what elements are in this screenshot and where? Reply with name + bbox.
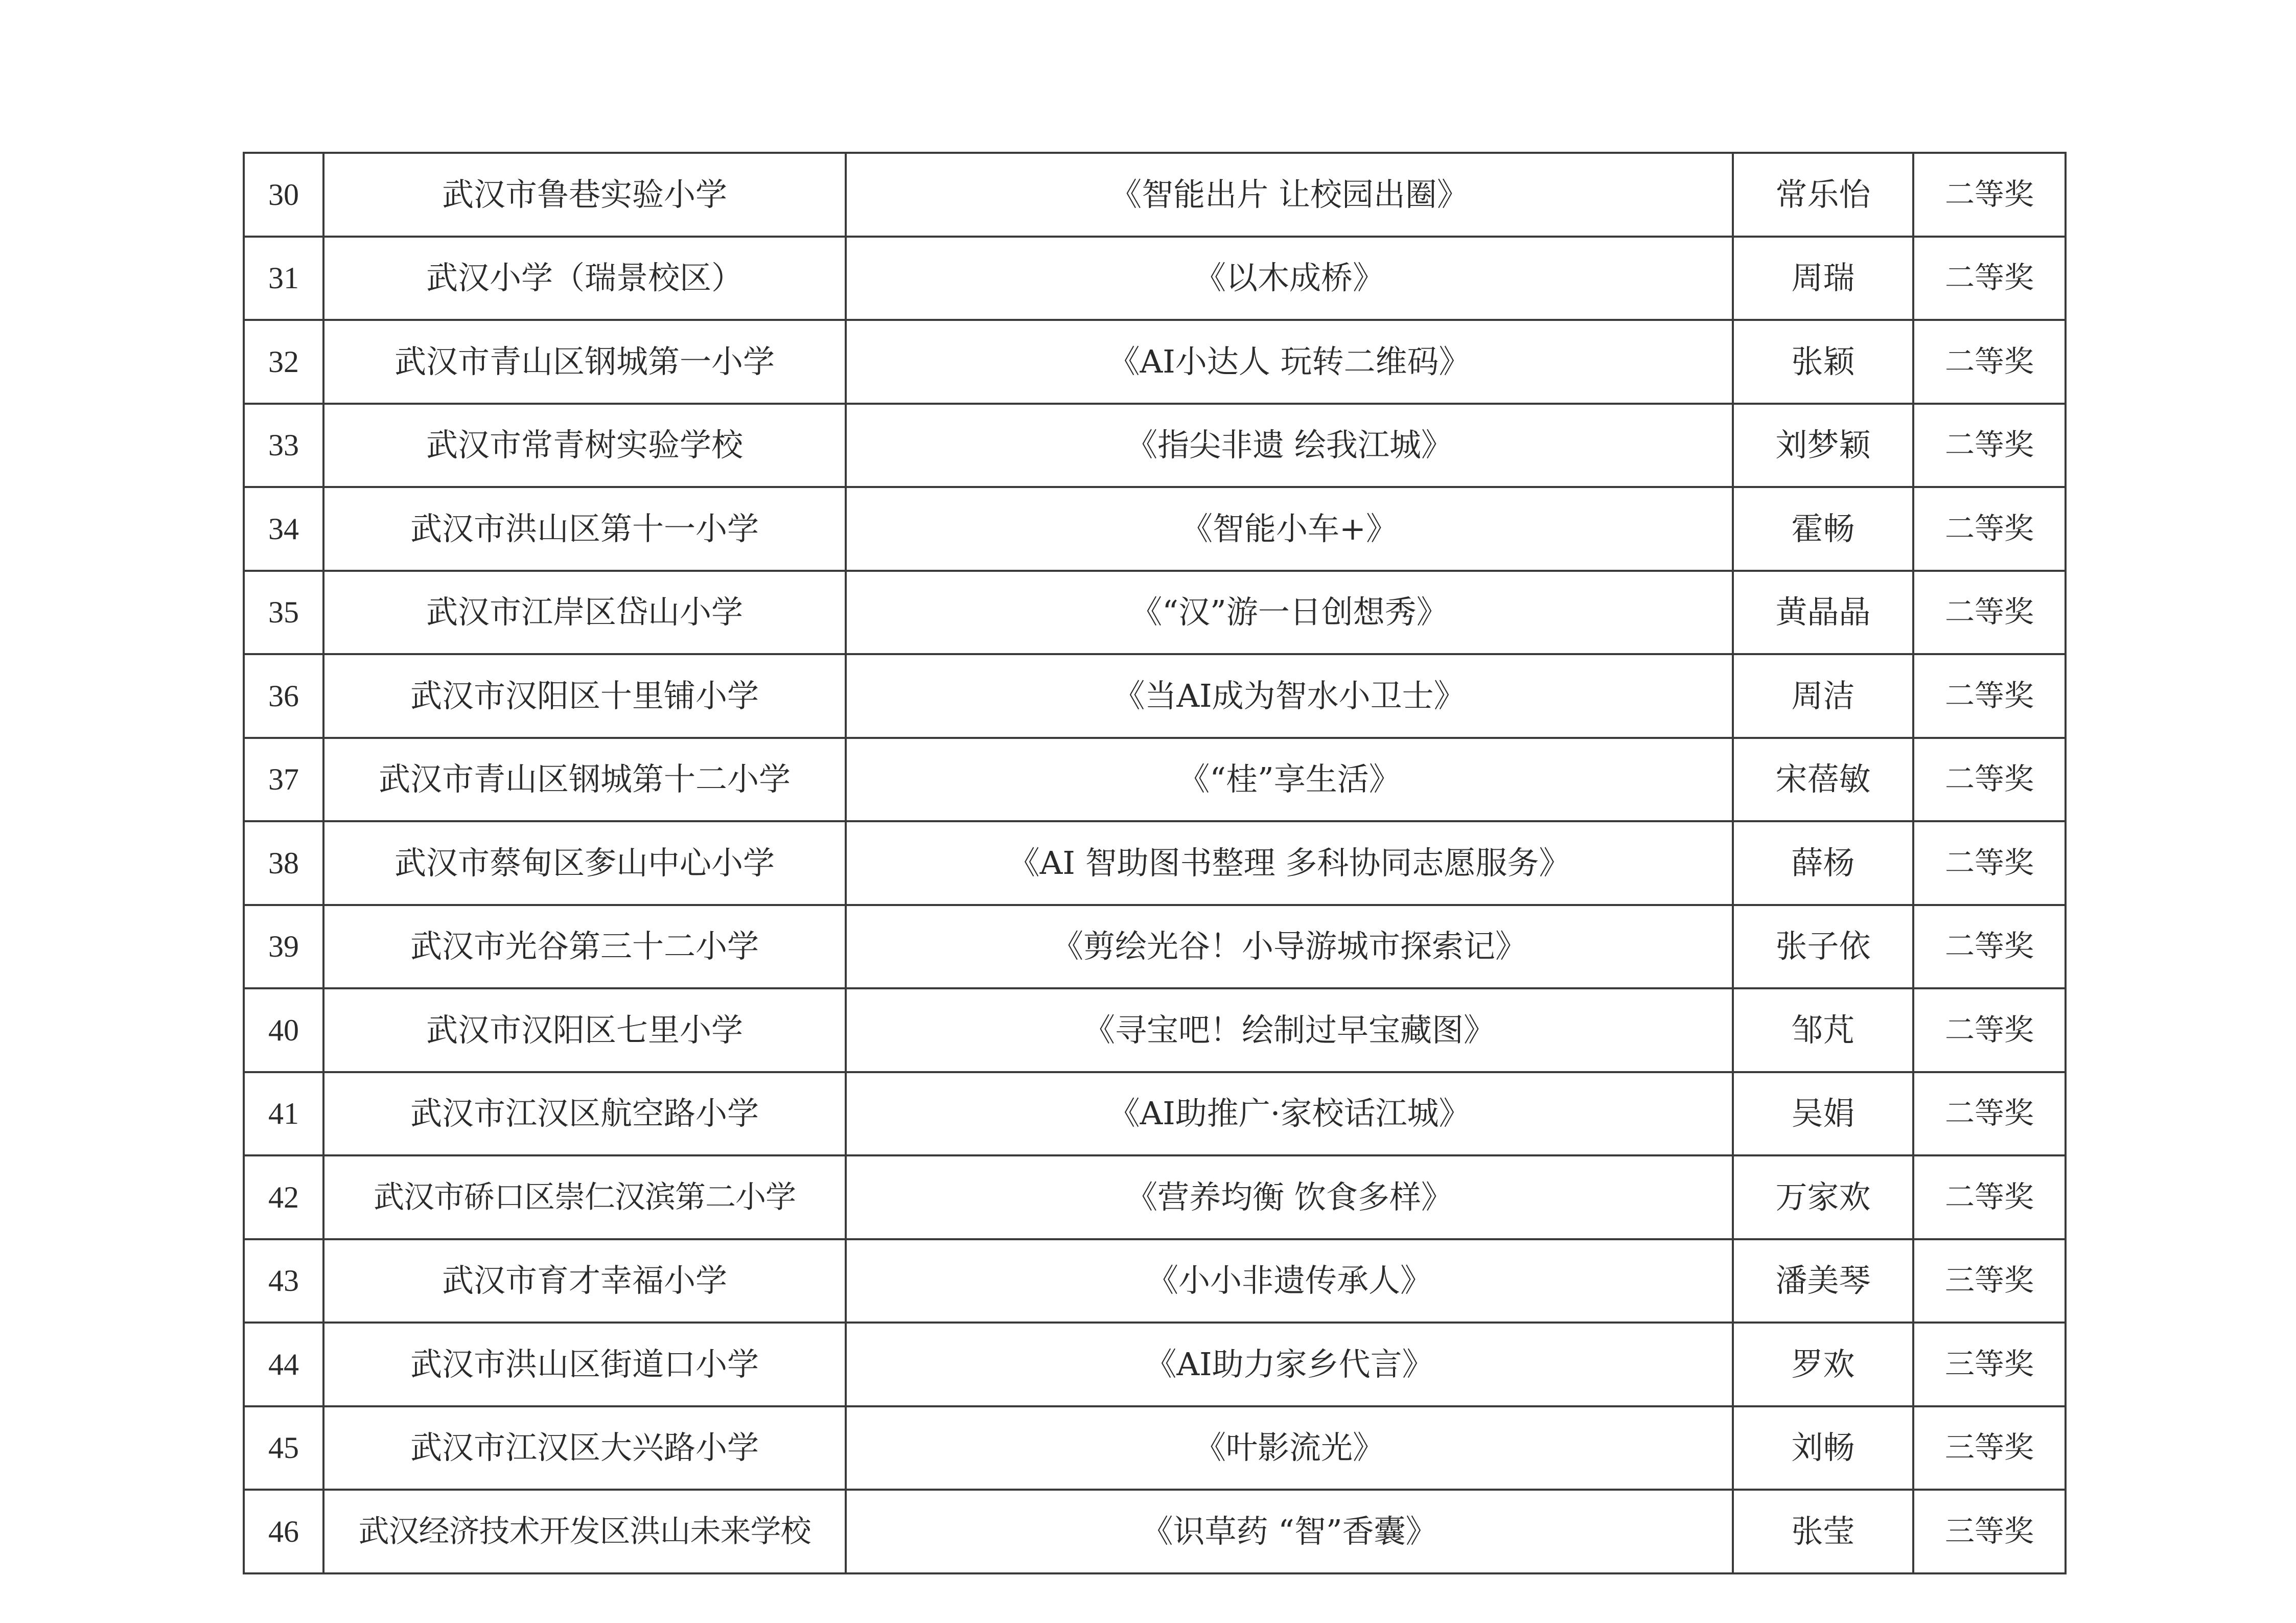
work-title: 《“桂”享生活》 (846, 738, 1733, 822)
work-title: 《寻宝吧！绘制过早宝藏图》 (846, 988, 1733, 1072)
row-number: 38 (244, 821, 323, 905)
school-name: 武汉市江岸区岱山小学 (323, 571, 846, 655)
award-level: 二等奖 (1913, 237, 2066, 320)
row-number: 37 (244, 738, 323, 822)
award-level: 二等奖 (1913, 571, 2066, 655)
teacher-name: 薛杨 (1733, 821, 1913, 905)
work-title: 《AI助力家乡代言》 (846, 1323, 1733, 1406)
row-number: 30 (244, 153, 323, 237)
table-row (244, 487, 2066, 571)
row-number: 43 (244, 1239, 323, 1323)
teacher-name: 万家欢 (1733, 1155, 1913, 1239)
school-name: 武汉经济技术开发区洪山未来学校 (323, 1490, 846, 1573)
teacher-name: 霍畅 (1733, 487, 1913, 571)
award-level: 二等奖 (1913, 153, 2066, 237)
school-name: 武汉小学（瑞景校区） (323, 237, 846, 320)
table-row (244, 821, 2066, 905)
row-number: 34 (244, 487, 323, 571)
school-name: 武汉市汉阳区十里铺小学 (323, 654, 846, 738)
award-level: 三等奖 (1913, 1323, 2066, 1406)
teacher-name: 黄晶晶 (1733, 571, 1913, 655)
table-row (244, 153, 2066, 237)
teacher-name: 张颖 (1733, 320, 1913, 404)
teacher-name: 罗欢 (1733, 1323, 1913, 1406)
school-name: 武汉市常青树实验学校 (323, 404, 846, 488)
teacher-name: 吴娟 (1733, 1072, 1913, 1156)
school-name: 武汉市蔡甸区奓山中心小学 (323, 821, 846, 905)
teacher-name: 宋蓓敏 (1733, 738, 1913, 822)
school-name: 武汉市青山区钢城第一小学 (323, 320, 846, 404)
row-number: 31 (244, 237, 323, 320)
teacher-name: 张子依 (1733, 905, 1913, 989)
award-level: 二等奖 (1913, 320, 2066, 404)
work-title: 《AI助推广·家校话江城》 (846, 1072, 1733, 1156)
row-number: 32 (244, 320, 323, 404)
row-number: 39 (244, 905, 323, 989)
table-row (244, 1323, 2066, 1406)
work-title: 《“汉”游一日创想秀》 (846, 571, 1733, 655)
row-number: 33 (244, 404, 323, 488)
award-level: 二等奖 (1913, 821, 2066, 905)
table-row (244, 905, 2066, 989)
award-level: 二等奖 (1913, 738, 2066, 822)
school-name: 武汉市江汉区航空路小学 (323, 1072, 846, 1156)
award-level: 二等奖 (1913, 988, 2066, 1072)
work-title: 《指尖非遗 绘我江城》 (846, 404, 1733, 488)
row-number: 45 (244, 1406, 323, 1490)
school-name: 武汉市洪山区第十一小学 (323, 487, 846, 571)
work-title: 《AI小达人 玩转二维码》 (846, 320, 1733, 404)
award-level: 二等奖 (1913, 1155, 2066, 1239)
teacher-name: 刘畅 (1733, 1406, 1913, 1490)
school-name: 武汉市硚口区崇仁汉滨第二小学 (323, 1155, 846, 1239)
school-name: 武汉市洪山区街道口小学 (323, 1323, 846, 1406)
table-row (244, 320, 2066, 404)
teacher-name: 周洁 (1733, 654, 1913, 738)
award-level: 二等奖 (1913, 487, 2066, 571)
award-level: 二等奖 (1913, 1072, 2066, 1156)
award-level: 二等奖 (1913, 404, 2066, 488)
teacher-name: 邹芃 (1733, 988, 1913, 1072)
work-title: 《叶影流光》 (846, 1406, 1733, 1490)
school-name: 武汉市青山区钢城第十二小学 (323, 738, 846, 822)
table-row (244, 988, 2066, 1072)
row-number: 42 (244, 1155, 323, 1239)
award-table (243, 152, 2067, 1574)
work-title: 《当AI成为智水小卫士》 (846, 654, 1733, 738)
row-number: 36 (244, 654, 323, 738)
table-row (244, 738, 2066, 822)
work-title: 《营养均衡 饮食多样》 (846, 1155, 1733, 1239)
teacher-name: 潘美琴 (1733, 1239, 1913, 1323)
table-row (244, 654, 2066, 738)
school-name: 武汉市鲁巷实验小学 (323, 153, 846, 237)
teacher-name: 周瑞 (1733, 237, 1913, 320)
work-title: 《AI 智助图书整理 多科协同志愿服务》 (846, 821, 1733, 905)
school-name: 武汉市光谷第三十二小学 (323, 905, 846, 989)
row-number: 46 (244, 1490, 323, 1573)
school-name: 武汉市江汉区大兴路小学 (323, 1406, 846, 1490)
award-level: 三等奖 (1913, 1490, 2066, 1573)
teacher-name: 刘梦颖 (1733, 404, 1913, 488)
work-title: 《智能出片 让校园出圈》 (846, 153, 1733, 237)
table-row (244, 1155, 2066, 1239)
work-title: 《小小非遗传承人》 (846, 1239, 1733, 1323)
award-level: 三等奖 (1913, 1406, 2066, 1490)
table-row (244, 1406, 2066, 1490)
table-row (244, 571, 2066, 655)
row-number: 35 (244, 571, 323, 655)
table-row (244, 1490, 2066, 1573)
table-row (244, 1072, 2066, 1156)
work-title: 《识草药 “智”香囊》 (846, 1490, 1733, 1573)
award-table-body (244, 153, 2066, 1573)
table-row (244, 404, 2066, 488)
work-title: 《智能小车+》 (846, 487, 1733, 571)
work-title: 《剪绘光谷！小导游城市探索记》 (846, 905, 1733, 989)
teacher-name: 张莹 (1733, 1490, 1913, 1573)
table-row (244, 1239, 2066, 1323)
row-number: 40 (244, 988, 323, 1072)
work-title: 《以木成桥》 (846, 237, 1733, 320)
row-number: 44 (244, 1323, 323, 1406)
teacher-name: 常乐怡 (1733, 153, 1913, 237)
row-number: 41 (244, 1072, 323, 1156)
table-row (244, 237, 2066, 320)
award-level: 三等奖 (1913, 1239, 2066, 1323)
school-name: 武汉市育才幸福小学 (323, 1239, 846, 1323)
award-level: 二等奖 (1913, 905, 2066, 989)
award-level: 二等奖 (1913, 654, 2066, 738)
school-name: 武汉市汉阳区七里小学 (323, 988, 846, 1072)
